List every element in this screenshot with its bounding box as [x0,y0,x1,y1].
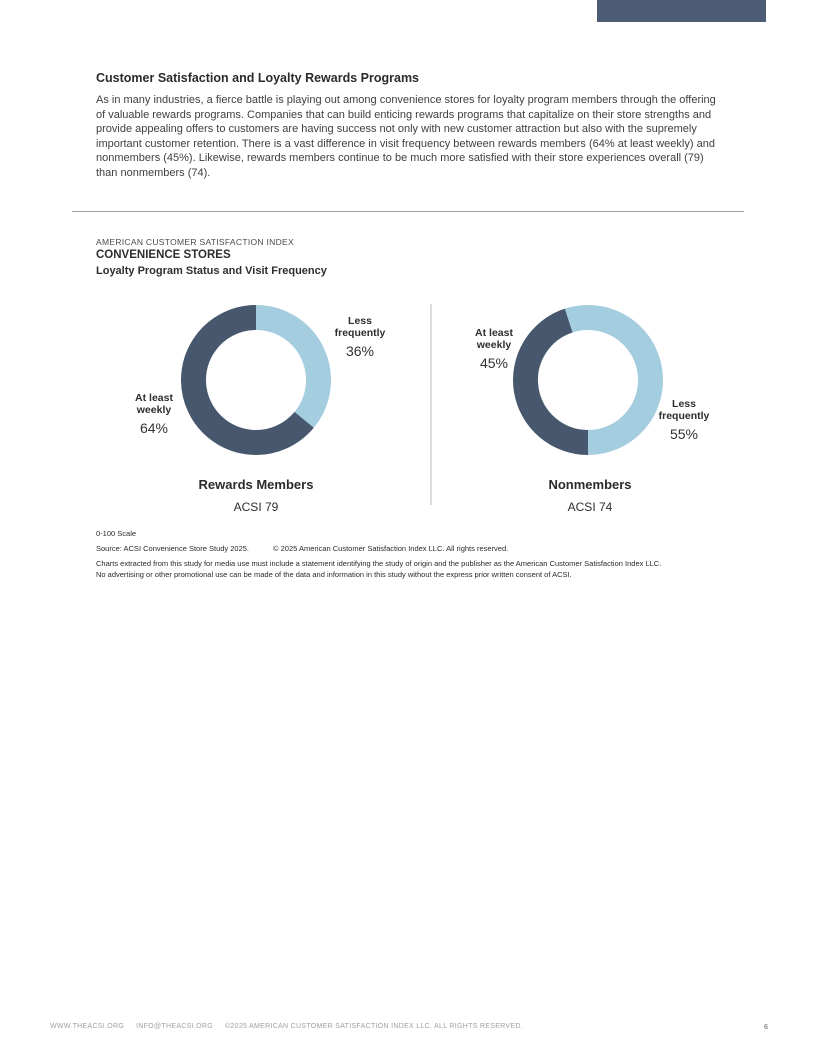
callout-label-line: At least [135,392,173,404]
copyright-note: © 2025 American Customer Satisfaction Index LLC. All rights reserved. [273,544,509,553]
source-note: Source: ACSI Convenience Store Study 2025. [96,544,250,553]
callout-value: 36% [345,343,375,359]
header-accent-bar [597,0,766,22]
legal-line: Charts extracted from this study for media use must include a statement identifying the study of origin and the publisher as the American Customer Satisfaction Index LLC. [96,559,662,568]
callout-nonmembers-at-least-weekly [452,328,536,371]
chart-title: CONVENIENCE STORES [96,249,231,261]
chart-subtitle: Loyalty Program Status and Visit Frequency [96,265,327,277]
donut-acsi-score: ACSI 79 [233,500,279,514]
callout-rewards-at-least-weekly [112,393,196,436]
callout-label-line: weekly [136,403,172,416]
page-number: 6 [763,1022,768,1031]
callout-nonmembers-less-frequently [642,399,726,442]
legal-note [96,559,720,580]
donut-title: Rewards Members [198,477,314,492]
article-heading: Customer Satisfaction and Loyalty Rewards Programs [96,71,420,85]
donut-segment-less-frequently [569,318,651,443]
callout-value: 45% [479,355,509,371]
chart-panel-divider [430,304,432,505]
rewards-members-caption [146,477,366,514]
callout-label-line: frequently [334,326,386,339]
donut-segment-less-frequently [256,318,319,420]
nonmembers-caption [480,477,700,514]
website-link[interactable]: WWW.THEACSI.ORG [50,1023,125,1030]
callout-label-line: weekly [476,338,512,351]
callout-label-line: Less [672,398,696,410]
callout-label-line: frequently [658,409,710,422]
article-body-text: As in many industries, a fierce battle is playing out among convenience stores for loyalty program members through the offering of valuable rewards programs. Companies that can build enticing rewards programs that capitalize on their store strengths and provide appealing offers to customers are having success not only with new customer attraction but also with the supremely important customer retention. There is a vast difference in visit frequency between rewards members (64% at least weekly) and nonmembers (45%). Likewise, rewards members continue to be much more satisfied with their store experiences overall (79) than nonmembers (74). [96,94,716,179]
rewards-members-donut-chart [180,304,332,456]
callout-label-line: At least [475,327,513,339]
scale-note: 0-100 Scale [96,529,137,538]
callout-rewards-less-frequently [318,316,402,359]
footer-copyright: ©2025 AMERICAN CUSTOMER SATISFACTION INDEX LLC. ALL RIGHTS RESERVED. [224,1023,523,1030]
donut-title: Nonmembers [548,477,632,492]
section-divider [72,211,744,212]
source-row [96,544,508,553]
page-footer [50,1023,523,1030]
legal-line: No advertising or other promotional use can be made of the data and information in this study without the express prior written consent of ACSI. [96,569,572,579]
donut-acsi-score: ACSI 74 [567,500,613,514]
callout-label-line: Less [348,315,372,327]
chart-eyebrow: AMERICAN CUSTOMER SATISFACTION INDEX [96,237,294,247]
callout-value: 64% [139,420,169,436]
callout-value: 55% [669,426,699,442]
email-link[interactable]: INFO@THEACSI.ORG [136,1023,213,1030]
